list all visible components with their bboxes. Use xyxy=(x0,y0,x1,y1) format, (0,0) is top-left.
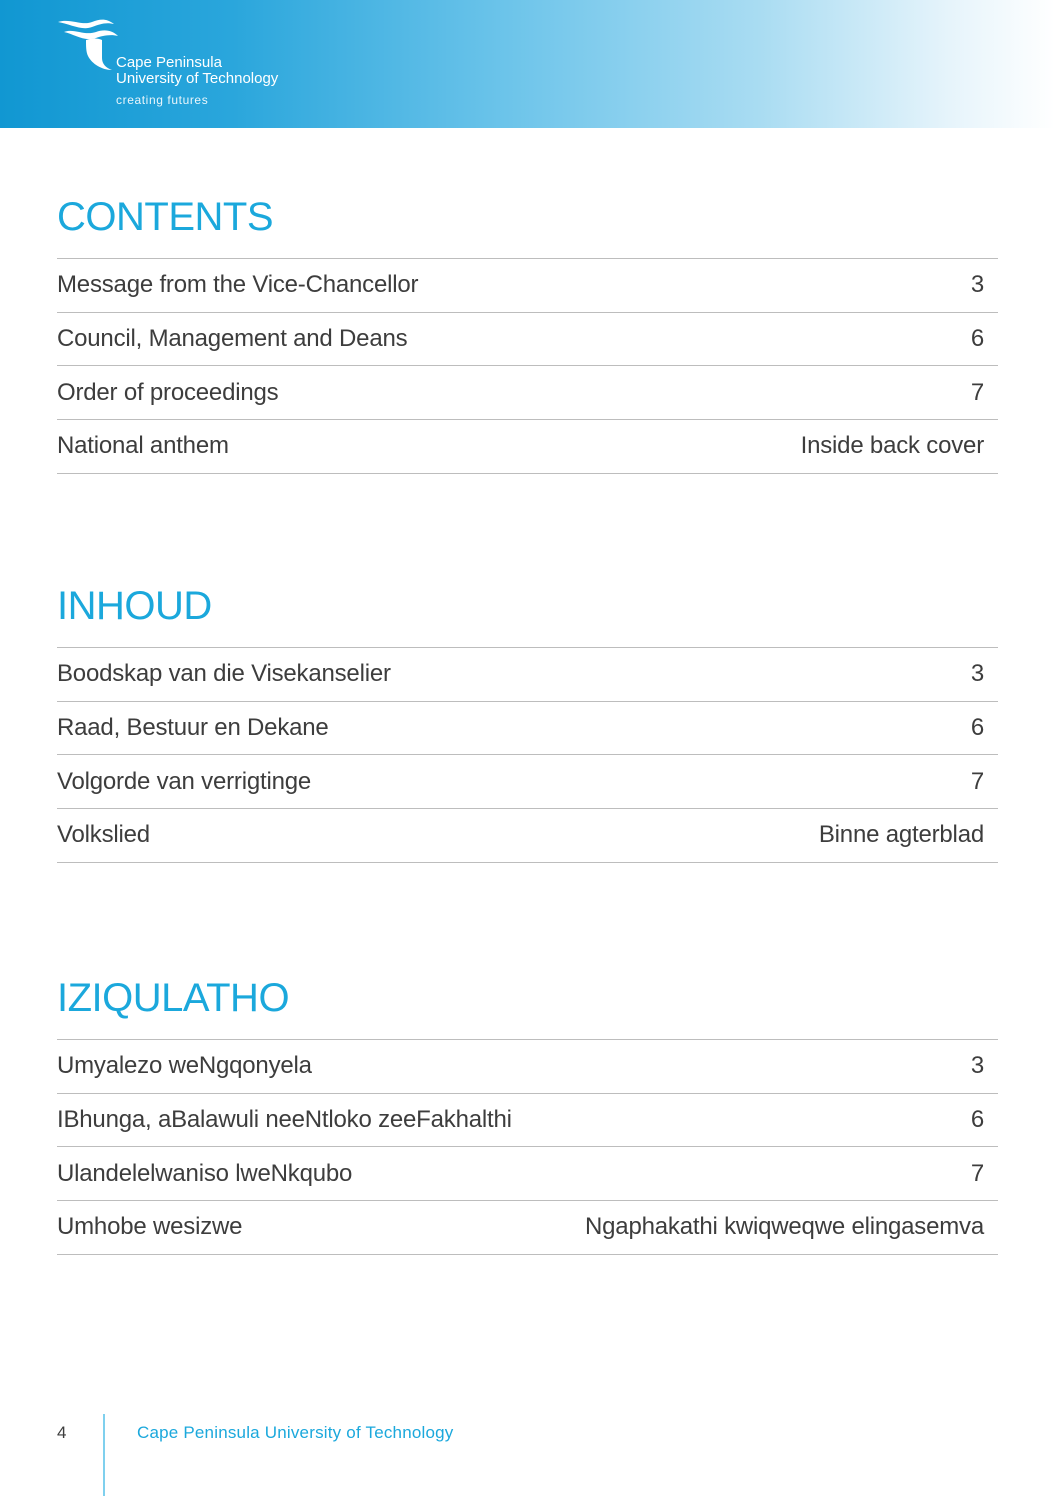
section-title: IZIQULATHO xyxy=(57,976,290,1020)
toc-entry-page: 7 xyxy=(970,1159,984,1187)
university-logo[interactable] xyxy=(56,16,316,116)
toc-entry-label: Message from the Vice-Chancellor xyxy=(57,271,419,299)
toc-entry-page: 3 xyxy=(970,660,984,688)
toc-entry-page: 6 xyxy=(970,714,984,742)
toc-entry-label: Umyalezo weNgqonyela xyxy=(57,1052,312,1080)
toc-row[interactable] xyxy=(57,1040,998,1094)
toc-entry-label: Council, Management and Deans xyxy=(57,325,408,353)
toc-row[interactable] xyxy=(57,1094,998,1148)
toc-entry-label: Umhobe wesizwe xyxy=(57,1213,243,1241)
toc-row[interactable] xyxy=(57,366,998,420)
toc-row[interactable] xyxy=(57,755,998,809)
toc-entry-label: Volgorde van verrigtinge xyxy=(57,767,312,795)
toc-entry-page: Binne agterblad xyxy=(818,821,984,849)
toc-list xyxy=(57,258,998,474)
toc-entry-label: IBhunga, aBalawuli neeNtloko zeeFakhalthi xyxy=(57,1106,512,1134)
toc-row[interactable] xyxy=(57,1147,998,1201)
page-footer xyxy=(0,1410,1055,1496)
section-title: INHOUD xyxy=(57,584,212,628)
toc-row[interactable] xyxy=(57,420,998,474)
toc-entry-page: 6 xyxy=(970,1106,984,1134)
logo-name-line2: University of Technology xyxy=(116,70,279,87)
logo-name-line1: Cape Peninsula xyxy=(116,54,222,71)
toc-entry-page: 6 xyxy=(970,325,984,353)
toc-row[interactable] xyxy=(57,259,998,313)
toc-entry-label: National anthem xyxy=(57,432,229,460)
toc-row[interactable] xyxy=(57,648,998,702)
logo-tagline: creating futures xyxy=(116,93,209,107)
toc-entry-label: Volkslied xyxy=(57,821,150,849)
toc-entry-label: Order of proceedings xyxy=(57,378,279,406)
contents-section-afrikaans xyxy=(57,584,998,863)
toc-row[interactable] xyxy=(57,1201,998,1255)
toc-entry-page: 3 xyxy=(970,271,984,299)
footer-divider xyxy=(103,1414,105,1496)
section-title: CONTENTS xyxy=(57,195,273,239)
toc-entry-page: Ngaphakathi kwiqweqwe elingasemva xyxy=(585,1213,984,1241)
page-number: 4 xyxy=(57,1423,67,1442)
toc-entry-label: Boodskap van die Visekanselier xyxy=(57,660,391,688)
header-band xyxy=(0,0,1055,128)
contents-section-isixhosa xyxy=(57,976,998,1255)
contents-section-english xyxy=(57,195,998,474)
toc-row[interactable] xyxy=(57,809,998,863)
footer-title: Cape Peninsula University of Technology xyxy=(137,1423,454,1442)
toc-list xyxy=(57,1039,998,1255)
toc-list xyxy=(57,647,998,863)
toc-entry-page: 7 xyxy=(970,767,984,795)
toc-entry-page: 3 xyxy=(970,1052,984,1080)
toc-entry-label: Ulandelelwaniso lweNkqubo xyxy=(57,1159,353,1187)
toc-entry-page: 7 xyxy=(970,378,984,406)
toc-entry-page: Inside back cover xyxy=(800,432,984,460)
toc-row[interactable] xyxy=(57,702,998,756)
toc-entry-label: Raad, Bestuur en Dekane xyxy=(57,714,329,742)
toc-row[interactable] xyxy=(57,313,998,367)
